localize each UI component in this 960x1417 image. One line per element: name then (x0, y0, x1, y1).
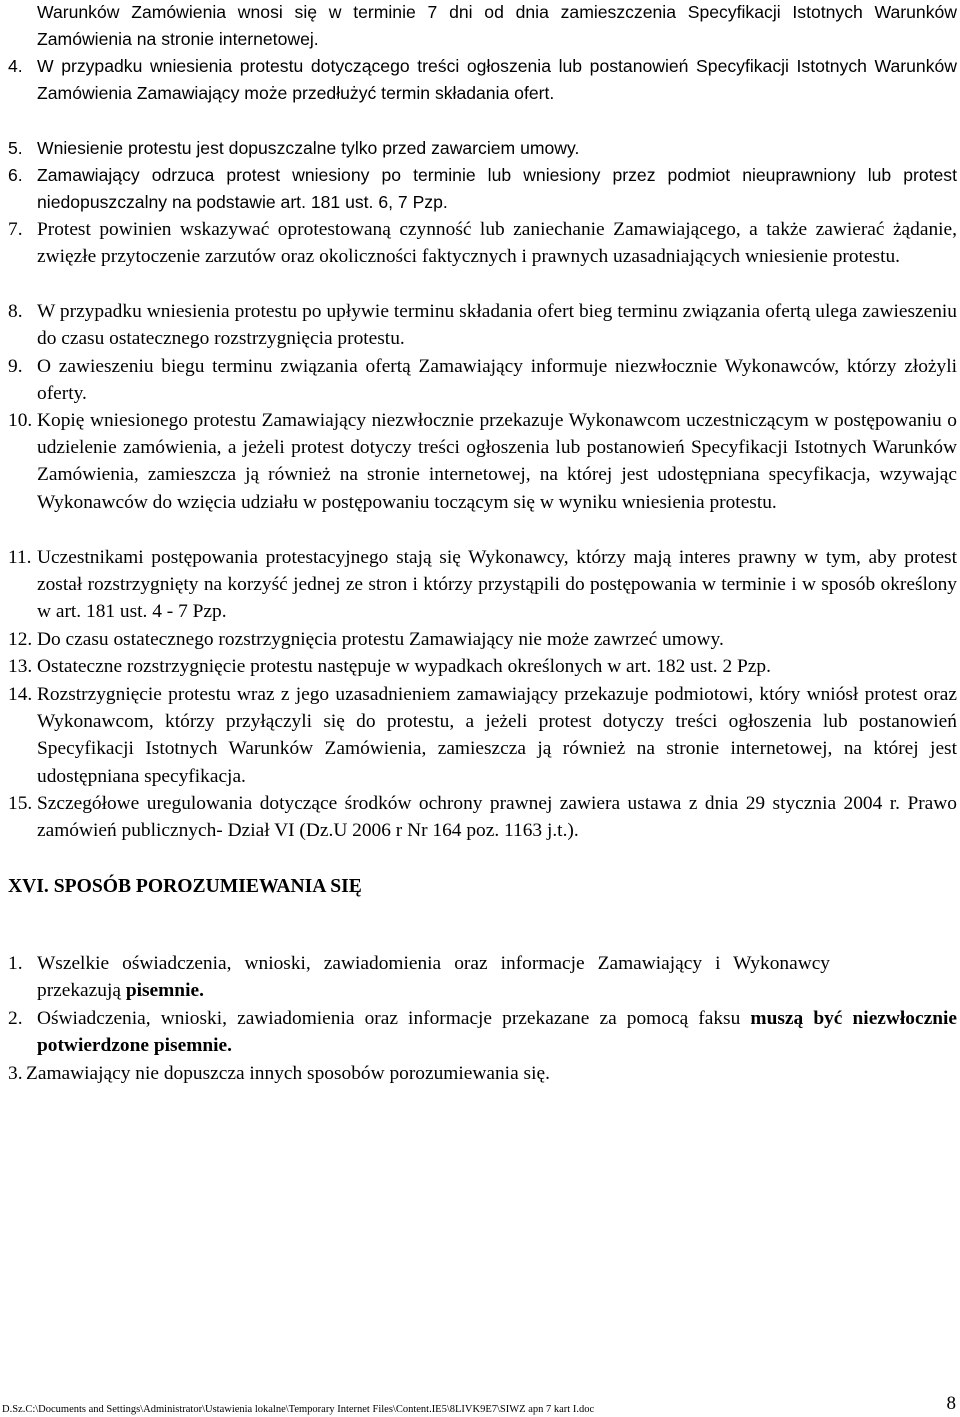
item-text: W przypadku wniesienia protestu po upływie terminu składania ofert bieg terminu związania ofertą ulega zawieszeniu do czasu ostatecznego rozstrzygnięcia protestu. (37, 301, 957, 350)
item-number: 5. (8, 138, 23, 158)
item-number: 1. (8, 953, 23, 974)
item-text: O zawieszeniu biegu terminu związania ofertą Zamawiający informuje niezwłocznie Wykonawców, którzy złożyli oferty. (37, 356, 957, 405)
item-text (37, 1005, 957, 1059)
item-text: Zamawiający nie dopuszcza innych sposobów porozumiewania się. (26, 1063, 550, 1084)
item-text-bold: muszą być niezwłocznie potwierdzone pisemnie. (37, 1008, 957, 1057)
item-number: 8. (8, 301, 23, 322)
item-text: Ostateczne rozstrzygnięcie protestu następuje w wypadkach określonych w art. 182 ust. 2 Pzp. (37, 656, 771, 677)
item-text: Kopię wniesionego protestu Zamawiający niezwłocznie przekazuje Wykonawcom uczestniczącym w postępowaniu o udzielenie zamówienia, a jeżeli protest dotyczy treści ogłoszenia lub postanowień Specyfikacji Istotnych Warunków Zamówienia, zamieszcza ją również na stronie internetowej, na której jest udostępniana specyfikacja, wzywając Wykonawców do wzięcia udziału w postępowaniu toczącym się w wyniku wniesienia protestu. (37, 410, 957, 513)
item-number: 14. (8, 684, 33, 705)
item-text: Szczegółowe uregulowania dotyczące środków ochrony prawnej zawiera ustawa z dnia 29 stycznia 2004 r. Prawo zamówień publicznych- Dział VI (Dz.U 2006 r Nr 164 poz. 1163 j.t.). (37, 793, 957, 842)
item-number: 9. (8, 356, 23, 377)
item-number: 2. (8, 1008, 23, 1029)
item-text: Zamawiający odrzuca protest wniesiony po terminie lub wniesiony przez podmiot nieuprawniony lub protest niedopuszczalny na podstawie art. 181 ust. 6, 7 Pzp. (37, 165, 957, 213)
item-text: Wniesienie protestu jest dopuszczalne tylko przed zawarciem umowy. (37, 138, 580, 158)
item-number: 4. (8, 56, 23, 76)
paragraph-text: Warunków Zamówienia wnosi się w terminie 7 dni od dnia zamieszczenia Specyfikacji Istotnych Warunków Zamówienia na stronie internetowej. (37, 2, 957, 50)
item-number: 10. (8, 410, 33, 431)
item-text: Protest powinien wskazywać oprotestowaną czynność lub zaniechanie Zamawiającego, a także zawierać żądanie, zwięzłe przytoczenie zarzutów oraz okoliczności faktycznych i prawnych uzasadniających wniesienie protestu. (37, 219, 957, 268)
page-number: 8 (946, 1393, 956, 1414)
section-title: XVI. SPOSÓB POROZUMIEWANIA SIĘ (8, 876, 362, 897)
item-number: 15. (8, 793, 33, 814)
item-text-bold: pisemnie. (125, 980, 204, 1002)
item-text: Uczestnikami postępowania protestacyjnego stają się Wykonawcy, którzy mają interes prawny w tym, aby protest został rozstrzygnięty na korzyść jednej ze stron i którzy przystąpili do postępowania w terminie i w sposób określony w art. 181 ust. 4 - 7 Pzp. (37, 547, 957, 623)
item-text: W przypadku wniesienia protestu dotyczącego treści ogłoszenia lub postanowień Specyfikacji Istotnych Warunków Zamówienia Zamawiający może przedłużyć termin składania ofert. (37, 56, 957, 104)
item-number: 11. (8, 547, 32, 568)
continuation-paragraph (0, 0, 960, 54)
footer-file-path: D.Sz.C:\Documents and Settings\Administrator\Ustawienia lokalne\Temporary Internet Files\Content.IE5\8LIVK9E7\SIWZ apn 7 kart I.doc (2, 1404, 595, 1415)
item-number: 6. (8, 165, 23, 185)
item-text: Do czasu ostatecznego rozstrzygnięcia protestu Zamawiający nie może zawrzeć umowy. (37, 629, 724, 650)
page-footer (0, 1393, 960, 1417)
item-number: 7. (8, 219, 23, 240)
item-number: 13. (8, 656, 33, 677)
item-number: 12. (8, 629, 33, 650)
item-number: 3. (8, 1063, 23, 1084)
item-text (37, 950, 830, 1004)
item-text-plain: Wszelkie oświadczenia, wnioski, zawiadomienia oraz informacje Zamawiający i Wykonawcy przekazują (37, 953, 830, 1002)
item-text: Rozstrzygnięcie protestu wraz z jego uzasadnieniem zamawiający przekazuje podmiotowi, który wniósł protest oraz Wykonawcom, którzy przyłączyli się do protestu, a jeżeli protest dotyczy treści ogłoszenia lub postanowień Specyfikacji Istotnych Warunków Zamówienia, zamieszcza ją również na stronie internetowej, na której jest udostępniana specyfikacja. (37, 684, 957, 787)
item-text-plain: Oświadczenia, wnioski, zawiadomienia oraz informacje przekazane za pomocą faksu (37, 1008, 741, 1029)
